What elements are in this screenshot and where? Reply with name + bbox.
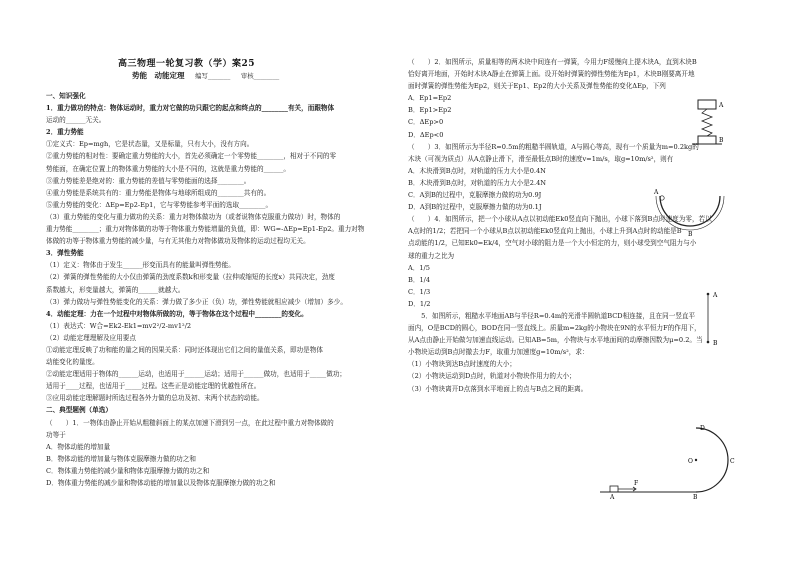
point-b <box>707 341 710 344</box>
label-c: C <box>730 458 735 465</box>
right-text-line: （ ）3．如图所示为半径R=0.5m的粗糙半圆轨道，A与圆心等高，现有一个质量为m=0.2kg的 <box>408 142 699 151</box>
left-text-line: ③重力势能差是绝对的：重力势能的差值与零势能面的选择________。 <box>46 176 251 185</box>
label-a: A <box>713 292 718 299</box>
left-text-line: ①定义式：Ep=mgh，它是状态量，又是标量，只有大小，没有方向。 <box>46 140 254 149</box>
loop-bcd <box>696 428 728 492</box>
right-text-line: B．Ep1>Ep2 <box>408 106 452 115</box>
label-b: B <box>719 137 724 144</box>
left-text-line: B．物体动能的增加量与物体克服摩擦力做的功之和 <box>46 454 196 463</box>
left-text-line: 适用于____过程，也适用于_____过程。这些正是动能定理的优越性所在。 <box>46 382 261 391</box>
left-text-line: ⑤重力势能的变化：ΔEp=Ep2-Ep1，它与零势能参考平面的选取________。 <box>46 200 273 209</box>
spring <box>702 109 712 136</box>
right-text-line: A．1/5 <box>408 263 430 272</box>
right-text-line: B．1/4 <box>408 275 431 284</box>
right-text-line: B．木块滑到B点时，对轨道的压力大小是2.4N <box>408 178 547 187</box>
track-outer <box>656 196 724 230</box>
left-text-line: 重力势能________；重力对物体做的功等于物体重力势能增量的负值，即：WG=-ΔEp=Ep1-Ep2。重力对物 <box>46 225 365 234</box>
right-text-line: （2）小物块运动到D点时，轨道对小物块作用力的大小； <box>408 372 576 381</box>
right-text-line: 从A点由静止开始做匀加速直线运动。已知AB=5m，小物块与水平地面间的动摩擦因数为μ=0.2。当 <box>408 336 703 345</box>
left-text-line: 二、典型题例（单选） <box>46 406 112 415</box>
point-a <box>707 293 710 296</box>
left-text-line: 动能变化的量度。 <box>46 358 99 367</box>
right-text-line: 木块（可视为质点）从A点静止滑下，滑至最低点B时的速度v=1m/s，取g=10m/s²，则有 <box>408 154 674 163</box>
left-column <box>46 90 382 489</box>
left-text-line: D．物体重力势能的减少量和物体动能的增加量以及物体克服摩擦力做的功之和 <box>46 479 276 487</box>
reviewer-field: 审核________ <box>240 72 280 80</box>
right-text-line: A点时的1/2；若把同一个小球从B点以初动能Ek0竖直向上抛出，小球上升到A点时的动能是B <box>408 227 682 236</box>
label-b: B <box>688 231 693 238</box>
figure-ground-and-loop <box>596 422 736 500</box>
right-text-line: D．A到B的过程中，克服摩擦力做的功为0.1J <box>408 203 542 212</box>
label-b: B <box>713 340 718 347</box>
label-o: O <box>688 458 693 465</box>
right-text-line: C．ΔEp>0 <box>408 118 444 127</box>
right-text-line: （ ）2．如图所示，质量相等的两木块中间连有一弹簧，今用力F缓慢向上提木块A，直到木块B <box>408 58 697 66</box>
right-text-line: A．Ep1=Ep2 <box>408 94 452 103</box>
block-b <box>698 136 716 144</box>
right-text-line: 小物块运动到B点时撤去力F，取重力加速度g=10m/s²，求： <box>408 348 589 357</box>
left-text-line: （1）定义：物体由于发生______形变而具有的能量叫弹性势能。 <box>46 261 235 270</box>
left-text-line: C．物体重力势能的减少量和物体克服摩擦力做的功之和 <box>46 466 210 475</box>
right-text-line: D．1/2 <box>408 299 431 308</box>
label-f: F <box>634 480 639 487</box>
label-d: D <box>700 425 705 432</box>
page-title: 高三物理一轮复习教（学）案25 <box>118 59 256 69</box>
left-text-line: ②动能定理适用于物体的______运动，也适用于______运动；适用于______做功，也适用于_____做功； <box>46 370 347 379</box>
label-a: A <box>719 102 724 109</box>
right-text-line: C．A到B的过程中，克服摩擦力做的功为0.9J <box>408 191 542 200</box>
author-field: 编写_______ <box>195 72 231 80</box>
label-a: A <box>610 494 615 500</box>
track-arc <box>660 196 720 226</box>
figure-vertical-throw <box>700 288 730 348</box>
right-text-line: 球的重力之比为 <box>408 251 455 260</box>
left-text-line: 功等于 <box>46 430 66 439</box>
left-text-line: （3）弹力做功与弹性势能变化的关系：弹力做了多少正（负）功，弹性势能就相应减少（增加）多少。 <box>46 297 347 306</box>
topic: 势能 动能定理 <box>132 71 185 80</box>
left-text-line: （2）动能定理理解及应用要点 <box>46 333 136 342</box>
left-text-line: 势能面，在确定位置上的物体重力势能的大小是不同的，这就是重力势能的______。 <box>46 164 290 173</box>
left-text-line: （3）重力势能的变化与重力做功的关系：重力对物体做功为（或者说物体克服重力做功）时，物体的 <box>46 212 341 221</box>
left-text-line: （1）表达式：W合=Ek2-Ek1=mv2²/2-mv1²/2 <box>46 321 192 330</box>
figure-semicircle-track <box>652 188 732 240</box>
left-text-line: 体做的功等于物体重力势能的减少量，与有无其他力对物体做功及物体的运动过程均无关。 <box>46 237 310 246</box>
left-text-line: （ ）1．一物体由静止开始从粗糙斜面上的某点加速下滑到另一点，在此过程中重力对物体做的 <box>46 418 334 427</box>
right-text-line: D．ΔEp<0 <box>408 130 444 139</box>
figure-spring-blocks <box>688 98 728 154</box>
block <box>610 486 618 492</box>
left-text-line: 系数越大，形变量越大，弹簧的______就越大。 <box>46 285 185 294</box>
left-text-line: ②重力势能的相对性：要确定重力势能的大小，首先必须确定一个零势能________，相对于不同的零 <box>46 152 337 161</box>
left-text-line: A．物体动能的增加量 <box>46 442 111 451</box>
right-text-line: 点动能的1/2，已知Ek0=Ek/4，空气对小球的阻力是一个大小恒定的力，则小球受到空气阻力与小 <box>408 239 697 248</box>
left-text-line: 4．动能定理：力在一个过程中对物体所做的功，等于物体在这个过程中________的变化。 <box>46 309 308 318</box>
left-text-line: 2．重力势能 <box>46 128 84 137</box>
page-subtitle <box>132 70 287 81</box>
right-text-line: 恰好离开地面，开始时木块A静止在弹簧上面。设开始时弹簧的弹性势能为Ep1，木块B刚要离开地 <box>408 70 695 79</box>
left-text-line: ③应用动能定理解题时所选过程各外力做的总功及初、末两个状态的动能。 <box>46 394 264 403</box>
right-text-line: A．木块滑到B点时，对轨道的压力大小是0.4N <box>408 166 546 175</box>
left-text-line: ①动能定理反映了功和能的量之间的因果关系：同时还体现出它们之间的量值关系，即功是物体 <box>46 345 323 354</box>
left-text-line: ④重力势能是系统共有的：重力势能是物体与地球所组成的________共有的。 <box>46 188 271 197</box>
right-text-line: 面内，O是BCD的圆心，BOD在同一竖直线上。质量m=2kg的小物块在9N的水平恒力F的作用下， <box>408 324 701 333</box>
right-text-line: 面时弹簧的弹性势能为Ep2，则关于Ep1、Ep2的大小关系及弹性势能的变化ΔEp，下列 <box>408 82 666 91</box>
block-a <box>698 100 716 109</box>
right-text-line: C．1/3 <box>408 287 431 296</box>
label-b: B <box>693 494 698 500</box>
left-text-line: 运动的______无关。 <box>46 116 106 125</box>
right-text-line: （3）小物块离开D点落到水平地面上的点与B点之间的距离。 <box>408 384 588 393</box>
left-text-line: 3．弹性势能 <box>46 249 84 258</box>
right-text-line: 5．如图所示，粗糙水平地面AB与半径R=0.4m的光滑半圆轨道BCD相连接，且在同一竖直平 <box>408 311 696 320</box>
left-text-line: （2）弹簧的弹性势能的大小仅由弹簧的劲度系数k和形变量（拉伸或缩短的长度x）共同决定，劲度 <box>46 273 335 282</box>
left-text-line: 1．重力做功的特点：物体运动时，重力对它做的功只跟它的起点和终点的________有关，而跟物体 <box>46 104 335 113</box>
right-text-line: （ ）4．如图所示，把一个小球从A点以初动能Ek0竖直向下抛出，小球下落到B点时速度为零，若以 <box>408 215 712 224</box>
label-a: A <box>654 189 659 196</box>
center-o <box>695 459 697 461</box>
left-text-line: 一、知识强化 <box>46 92 86 100</box>
right-text-line: （1）小物块到达B点时速度的大小； <box>408 360 516 369</box>
